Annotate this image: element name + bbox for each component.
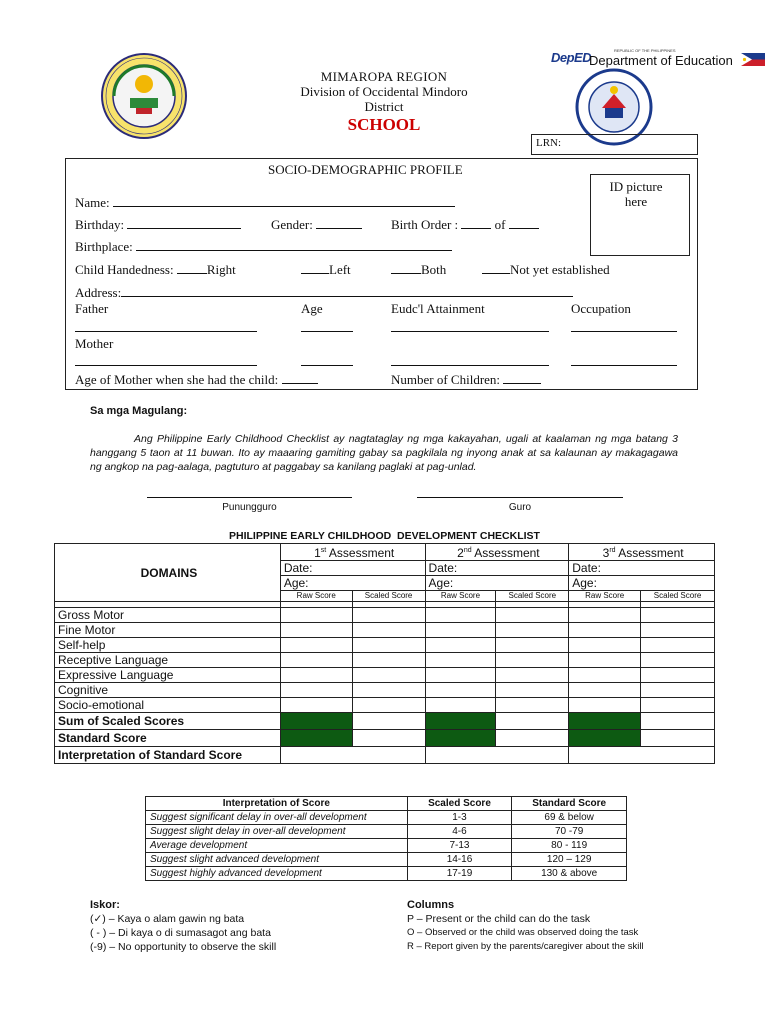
name-field[interactable] (113, 194, 455, 207)
table-row (55, 698, 715, 713)
id-picture-label: ID picture here (609, 179, 663, 209)
columns-item: P – Present or the child can do the task (407, 913, 591, 925)
score-cell[interactable] (641, 638, 715, 653)
raw-score-header: Raw Score (425, 591, 496, 602)
score-cell[interactable] (641, 668, 715, 683)
gender-label: Gender: (271, 217, 313, 232)
interpretation-cell[interactable] (569, 747, 715, 764)
score-cell[interactable] (496, 668, 569, 683)
score-cell[interactable] (641, 683, 715, 698)
age-of-mother-field[interactable] (282, 371, 318, 384)
score-cell[interactable] (425, 668, 496, 683)
mother-occupation-field[interactable] (571, 365, 677, 366)
num-children-field[interactable] (503, 371, 541, 384)
gender-field[interactable] (316, 216, 362, 229)
birth-order-label: Birth Order : (391, 217, 459, 232)
interpretation-table (145, 796, 627, 881)
score-cell[interactable] (496, 638, 569, 653)
teacher-signature-line[interactable] (417, 497, 623, 498)
score-cell[interactable] (641, 698, 715, 713)
birthday-label: Birthday: (75, 217, 125, 232)
standard-score-label: Standard Score (55, 730, 281, 747)
score-cell[interactable] (569, 608, 641, 623)
father-label: Father (75, 301, 109, 316)
domain-label: Cognitive (55, 683, 281, 698)
num-children-label: Number of Children: (391, 372, 501, 387)
birth-order-total-field[interactable] (509, 216, 539, 229)
table-row (55, 653, 715, 668)
score-cell[interactable] (352, 638, 425, 653)
score-cell[interactable] (496, 683, 569, 698)
columns-item: O – Observed or the child was observed doing the task (407, 927, 639, 938)
score-cell[interactable] (280, 653, 352, 668)
assessment-1-age[interactable]: Age: (280, 576, 425, 591)
table-row (146, 867, 627, 881)
hand-right-field[interactable] (177, 261, 207, 274)
parents-paragraph: Ang Philippine Early Childhood Checklist ay nagtataglay ng mga kakayahan, ugali at kaalaman ng mga batang 3 hanggang 5 taon at 11 buwan. Ito ay maaaring gamiting gabay sa pagkilala ng inyong anak at sa kalaunan ay makagagawa ng angkop na pag-aalaga, pagtuturo at paggabay sa kanilang paglaki at pag-unlad. (90, 433, 678, 473)
interpretation-row (55, 747, 715, 764)
division-text: Division of Occidental Mindoro (300, 84, 468, 99)
hand-not-yet-field[interactable] (482, 261, 510, 274)
birthday-field[interactable] (127, 216, 241, 229)
philippine-flag-icon (741, 53, 765, 71)
table-row (55, 668, 715, 683)
hand-left-field[interactable] (301, 261, 329, 274)
occupation-label: Occupation (571, 301, 631, 316)
hand-both-option (391, 261, 446, 278)
score-cell[interactable] (641, 730, 715, 747)
assessment-2-date[interactable]: Date: (425, 561, 569, 576)
region-text: MIMAROPA REGION (320, 69, 448, 84)
score-cell[interactable] (280, 698, 352, 713)
domain-label: Socio-emotional (55, 698, 281, 713)
domain-label: Gross Motor (55, 608, 281, 623)
score-cell[interactable] (352, 730, 425, 747)
raw-score-header: Raw Score (569, 591, 641, 602)
birthplace-row (75, 238, 452, 255)
score-cell[interactable] (352, 698, 425, 713)
district-text: District (364, 99, 404, 114)
standard-cell: 70 -79 (512, 825, 627, 839)
father-name-field[interactable] (75, 331, 257, 332)
scaled-cell: 1-3 (407, 811, 512, 825)
school-text: SCHOOL (347, 115, 421, 134)
standard-cell: 130 & above (512, 867, 627, 881)
shaded-cell (425, 713, 496, 730)
birth-order-row (391, 216, 539, 233)
table-row (55, 683, 715, 698)
score-cell[interactable] (641, 623, 715, 638)
hand-both-label: Both (421, 262, 447, 277)
table-row (55, 608, 715, 623)
age-of-mother-row (75, 371, 318, 388)
scaled-score-header: Scaled Score (641, 591, 715, 602)
assessment-1-header: 1st Assessment (280, 544, 425, 561)
name-row (75, 194, 455, 211)
standard-score-row (55, 730, 715, 747)
interp-cell: Average development (146, 839, 408, 853)
shaded-cell (569, 730, 641, 747)
birthplace-label: Birthplace: (75, 239, 133, 254)
department-text: Department of Education (589, 53, 733, 68)
iskor-item: ( - ) – Di kaya o di sumasagot ang bata (90, 927, 271, 939)
principal-label: Punungguro (222, 502, 277, 513)
score-cell[interactable] (425, 683, 496, 698)
profile-title: SOCIO-DEMOGRAPHIC PROFILE (268, 162, 463, 177)
table-row (146, 853, 627, 867)
handedness-row (75, 261, 236, 278)
domain-label: Fine Motor (55, 623, 281, 638)
shaded-cell (425, 730, 496, 747)
shaded-cell (280, 713, 352, 730)
score-cell[interactable] (425, 623, 496, 638)
mother-name-field[interactable] (75, 365, 257, 366)
score-cell[interactable] (496, 623, 569, 638)
interpretation-label: Interpretation of Standard Score (55, 747, 281, 764)
domain-label: Self-help (55, 638, 281, 653)
father-age-field[interactable] (301, 331, 353, 332)
standard-header: Standard Score (512, 797, 627, 811)
score-cell[interactable] (280, 638, 352, 653)
standard-cell: 69 & below (512, 811, 627, 825)
score-cell[interactable] (569, 623, 641, 638)
score-cell[interactable] (641, 653, 715, 668)
interp-cell: Suggest slight delay in over-all development (146, 825, 408, 839)
assessment-1-date[interactable]: Date: (280, 561, 425, 576)
score-cell[interactable] (352, 608, 425, 623)
interpretation-cell[interactable] (280, 747, 425, 764)
hand-right-label: Right (206, 262, 236, 277)
lrn-label: LRN: (536, 137, 562, 149)
score-cell[interactable] (280, 683, 352, 698)
hand-both-field[interactable] (391, 261, 421, 274)
scaled-cell: 17-19 (407, 867, 512, 881)
gender-row (271, 216, 362, 233)
assessment-2-header: 2nd Assessment (425, 544, 569, 561)
domain-label: Receptive Language (55, 653, 281, 668)
score-cell[interactable] (280, 668, 352, 683)
scaled-score-header: Scaled Score (352, 591, 425, 602)
score-cell[interactable] (641, 713, 715, 730)
educ-label: Eudc'l Attainment (391, 301, 485, 316)
scaled-cell: 14-16 (407, 853, 512, 867)
table-row (55, 638, 715, 653)
address-field[interactable] (121, 284, 573, 297)
columns-item: R – Report given by the parents/caregiver about the skill (407, 941, 644, 952)
deped-logo: DepED (551, 50, 592, 65)
hand-left-option (301, 261, 351, 278)
interp-cell: Suggest slight advanced development (146, 853, 408, 867)
division-seal (100, 52, 188, 140)
columns-heading: Columns (407, 899, 455, 911)
score-cell[interactable] (352, 668, 425, 683)
interp-header: Interpretation of Score (146, 797, 408, 811)
name-label: Name: (75, 195, 110, 210)
father-educ-field[interactable] (391, 331, 549, 332)
scaled-cell: 4-6 (407, 825, 512, 839)
iskor-heading: Iskor: (90, 899, 120, 911)
score-cell[interactable] (569, 638, 641, 653)
score-cell[interactable] (425, 608, 496, 623)
score-cell[interactable] (496, 698, 569, 713)
birthplace-field[interactable] (136, 238, 452, 251)
table-row (55, 623, 715, 638)
birthday-row (75, 216, 241, 233)
scaled-cell: 7-13 (407, 839, 512, 853)
assessment-3-age[interactable]: Age: (569, 576, 715, 591)
interp-cell: Suggest significant delay in over-all development (146, 811, 408, 825)
shaded-cell (280, 730, 352, 747)
parents-heading: Sa mga Magulang: (90, 405, 188, 417)
shaded-cell (569, 713, 641, 730)
republic-text: REPUBLIC OF THE PHILIPPINES (614, 48, 676, 53)
score-cell[interactable] (641, 608, 715, 623)
principal-signature-line[interactable] (147, 497, 352, 498)
score-cell[interactable] (496, 653, 569, 668)
num-children-row (391, 371, 541, 388)
table-row (146, 811, 627, 825)
score-cell[interactable] (352, 653, 425, 668)
iskor-item: (✓) – Kaya o alam gawin ng bata (90, 913, 245, 925)
sum-scaled-row (55, 713, 715, 730)
checklist-table (54, 543, 715, 764)
score-cell[interactable] (425, 698, 496, 713)
hand-not-yet-label: Not yet established (510, 262, 610, 277)
score-cell[interactable] (352, 713, 425, 730)
interp-cell: Suggest highly advanced development (146, 867, 408, 881)
father-occupation-field[interactable] (571, 331, 677, 332)
assessment-2-age[interactable]: Age: (425, 576, 569, 591)
iskor-item: (-9) – No opportunity to observe the skill (90, 941, 277, 953)
domains-header: DOMAINS (55, 544, 281, 602)
of-label: of (494, 217, 506, 232)
scaled-header: Scaled Score (407, 797, 512, 811)
mother-age-field[interactable] (301, 365, 353, 366)
score-cell[interactable] (569, 683, 641, 698)
domain-label: Expressive Language (55, 668, 281, 683)
score-cell[interactable] (280, 623, 352, 638)
table-row (146, 839, 627, 853)
score-cell[interactable] (280, 608, 352, 623)
score-cell[interactable] (425, 653, 496, 668)
checklist-title: PHILIPPINE EARLY CHILDHOOD DEVELOPMENT CHECKLIST (229, 530, 540, 542)
assessment-3-date[interactable]: Date: (569, 561, 715, 576)
score-cell[interactable] (425, 638, 496, 653)
score-cell[interactable] (496, 713, 569, 730)
hand-not-yet-option (482, 261, 610, 278)
address-row (75, 284, 573, 301)
score-cell[interactable] (569, 668, 641, 683)
score-cell[interactable] (352, 623, 425, 638)
standard-cell: 80 - 119 (512, 839, 627, 853)
assessment-3-header: 3rd Assessment (569, 544, 715, 561)
score-cell[interactable] (569, 698, 641, 713)
raw-score-header: Raw Score (280, 591, 352, 602)
score-cell[interactable] (496, 730, 569, 747)
handedness-label: Child Handedness: (75, 262, 174, 277)
mother-educ-field[interactable] (391, 365, 549, 366)
table-row (146, 825, 627, 839)
birth-order-field[interactable] (461, 216, 491, 229)
score-cell[interactable] (352, 683, 425, 698)
sum-scaled-label: Sum of Scaled Scores (55, 713, 281, 730)
hand-left-label: Left (329, 262, 351, 277)
scaled-score-header: Scaled Score (496, 591, 569, 602)
mother-label: Mother (75, 336, 114, 351)
age-label: Age (301, 301, 323, 316)
teacher-label: Guro (508, 502, 532, 513)
address-label: Address: (75, 285, 122, 300)
score-cell[interactable] (496, 608, 569, 623)
age-of-mother-label: Age of Mother when she had the child: (75, 372, 279, 387)
standard-cell: 120 – 129 (512, 853, 627, 867)
score-cell[interactable] (569, 653, 641, 668)
interpretation-cell[interactable] (425, 747, 569, 764)
